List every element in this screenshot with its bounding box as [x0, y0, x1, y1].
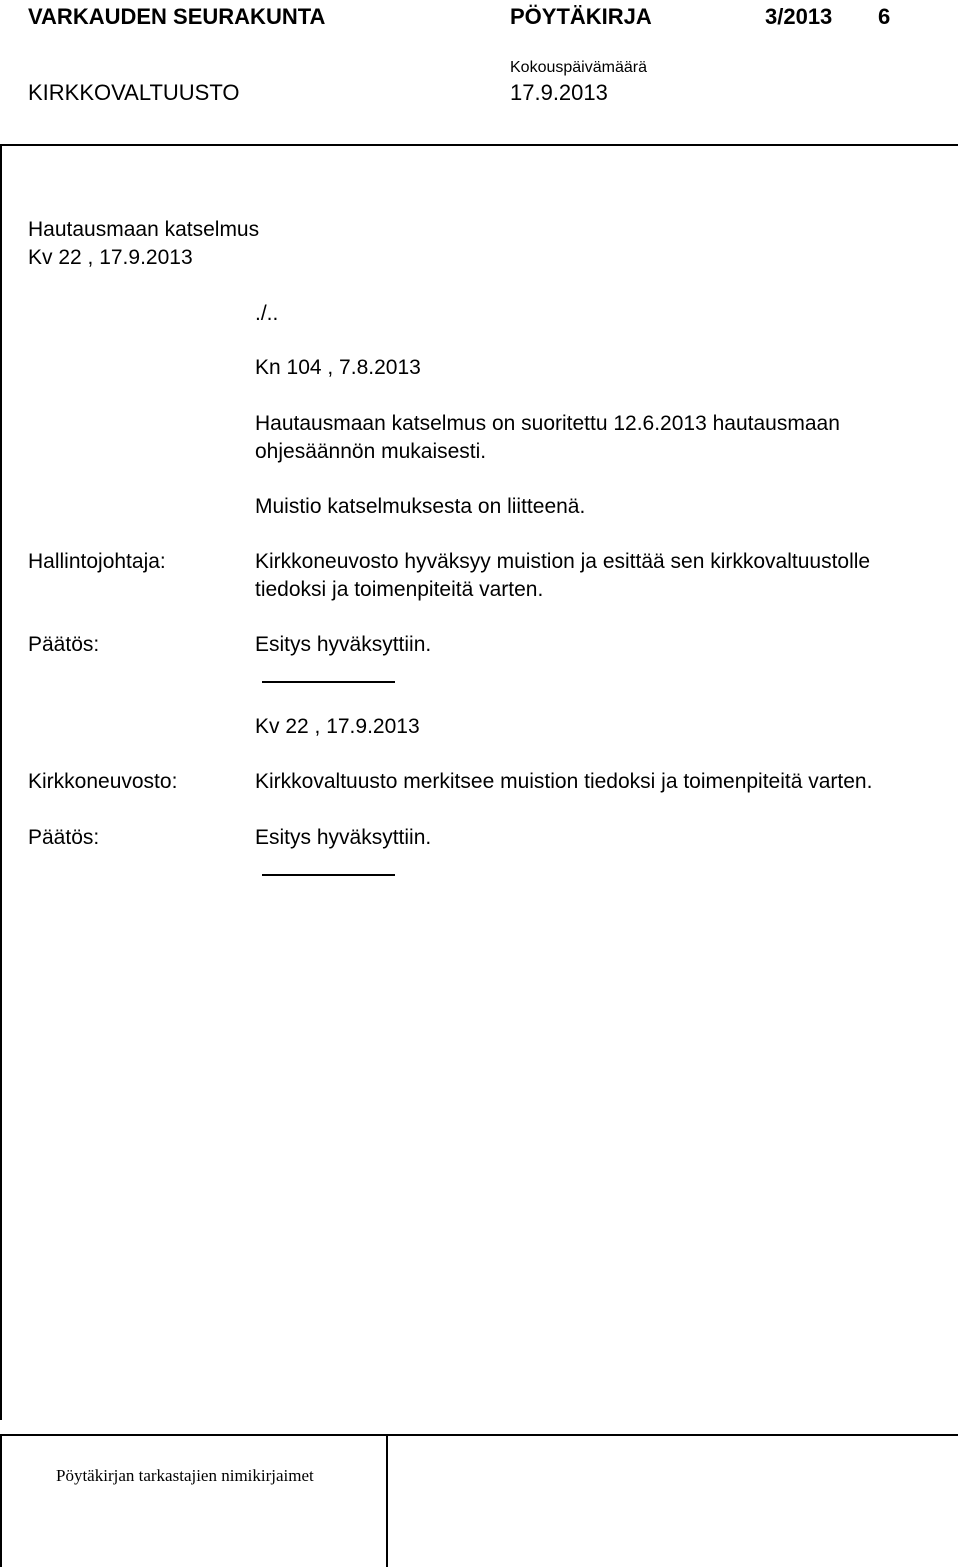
left-margin-line	[0, 144, 2, 1420]
item-reference: Kv 22 , 17.9.2013	[28, 246, 193, 269]
item-title: Hautausmaan katselmus	[28, 218, 260, 241]
footer-divider	[0, 1434, 958, 1436]
proposal-2-text: Kirkkovaltuusto merkitsee muistion tiedoksi ja toimenpiteitä varten.	[255, 770, 873, 793]
council-reference: Kv 22 , 17.9.2013	[255, 715, 420, 738]
paragraph-1-line-2: ohjesäännön mukaisesti.	[255, 440, 487, 463]
page-number: 6	[878, 4, 891, 29]
document-number: 3/2013	[765, 4, 833, 29]
decision-text: Esitys hyväksyttiin.	[255, 633, 432, 656]
meeting-date: 17.9.2013	[510, 80, 608, 105]
document-type: PÖYTÄKIRJA	[510, 4, 652, 29]
signatures-label: Pöytäkirjan tarkastajien nimikirjaimet	[56, 1466, 314, 1485]
decision-2-underline	[262, 874, 395, 876]
organization-name: VARKAUDEN SEURAKUNTA	[28, 4, 326, 29]
decision-2-text: Esitys hyväksyttiin.	[255, 826, 432, 849]
decision-2-label: Päätös:	[28, 826, 100, 849]
meeting-date-label: Kokouspäivämäärä	[510, 59, 647, 76]
proposal-line-1: Kirkkoneuvosto hyväksyy muistion ja esittää sen kirkkovaltuustolle	[255, 550, 871, 573]
continuation-mark: ./..	[255, 302, 279, 325]
previous-reference: Kn 104 , 7.8.2013	[255, 356, 421, 379]
proposal-2-label: Kirkkoneuvosto:	[28, 770, 178, 793]
paragraph-1-line-1: Hautausmaan katselmus on suoritettu 12.6.2013 hautausmaan	[255, 412, 840, 435]
body-name: KIRKKOVALTUUSTO	[28, 80, 240, 105]
footer-left-line	[0, 1434, 2, 1567]
decision-label: Päätös:	[28, 633, 100, 656]
decision-underline	[262, 681, 395, 683]
paragraph-2: Muistio katselmuksesta on liitteenä.	[255, 495, 586, 518]
proposal-line-2: tiedoksi ja toimenpiteitä varten.	[255, 578, 544, 601]
header-divider	[0, 144, 958, 146]
footer-column-divider	[386, 1434, 388, 1567]
proposal-label: Hallintojohtaja:	[28, 550, 166, 573]
